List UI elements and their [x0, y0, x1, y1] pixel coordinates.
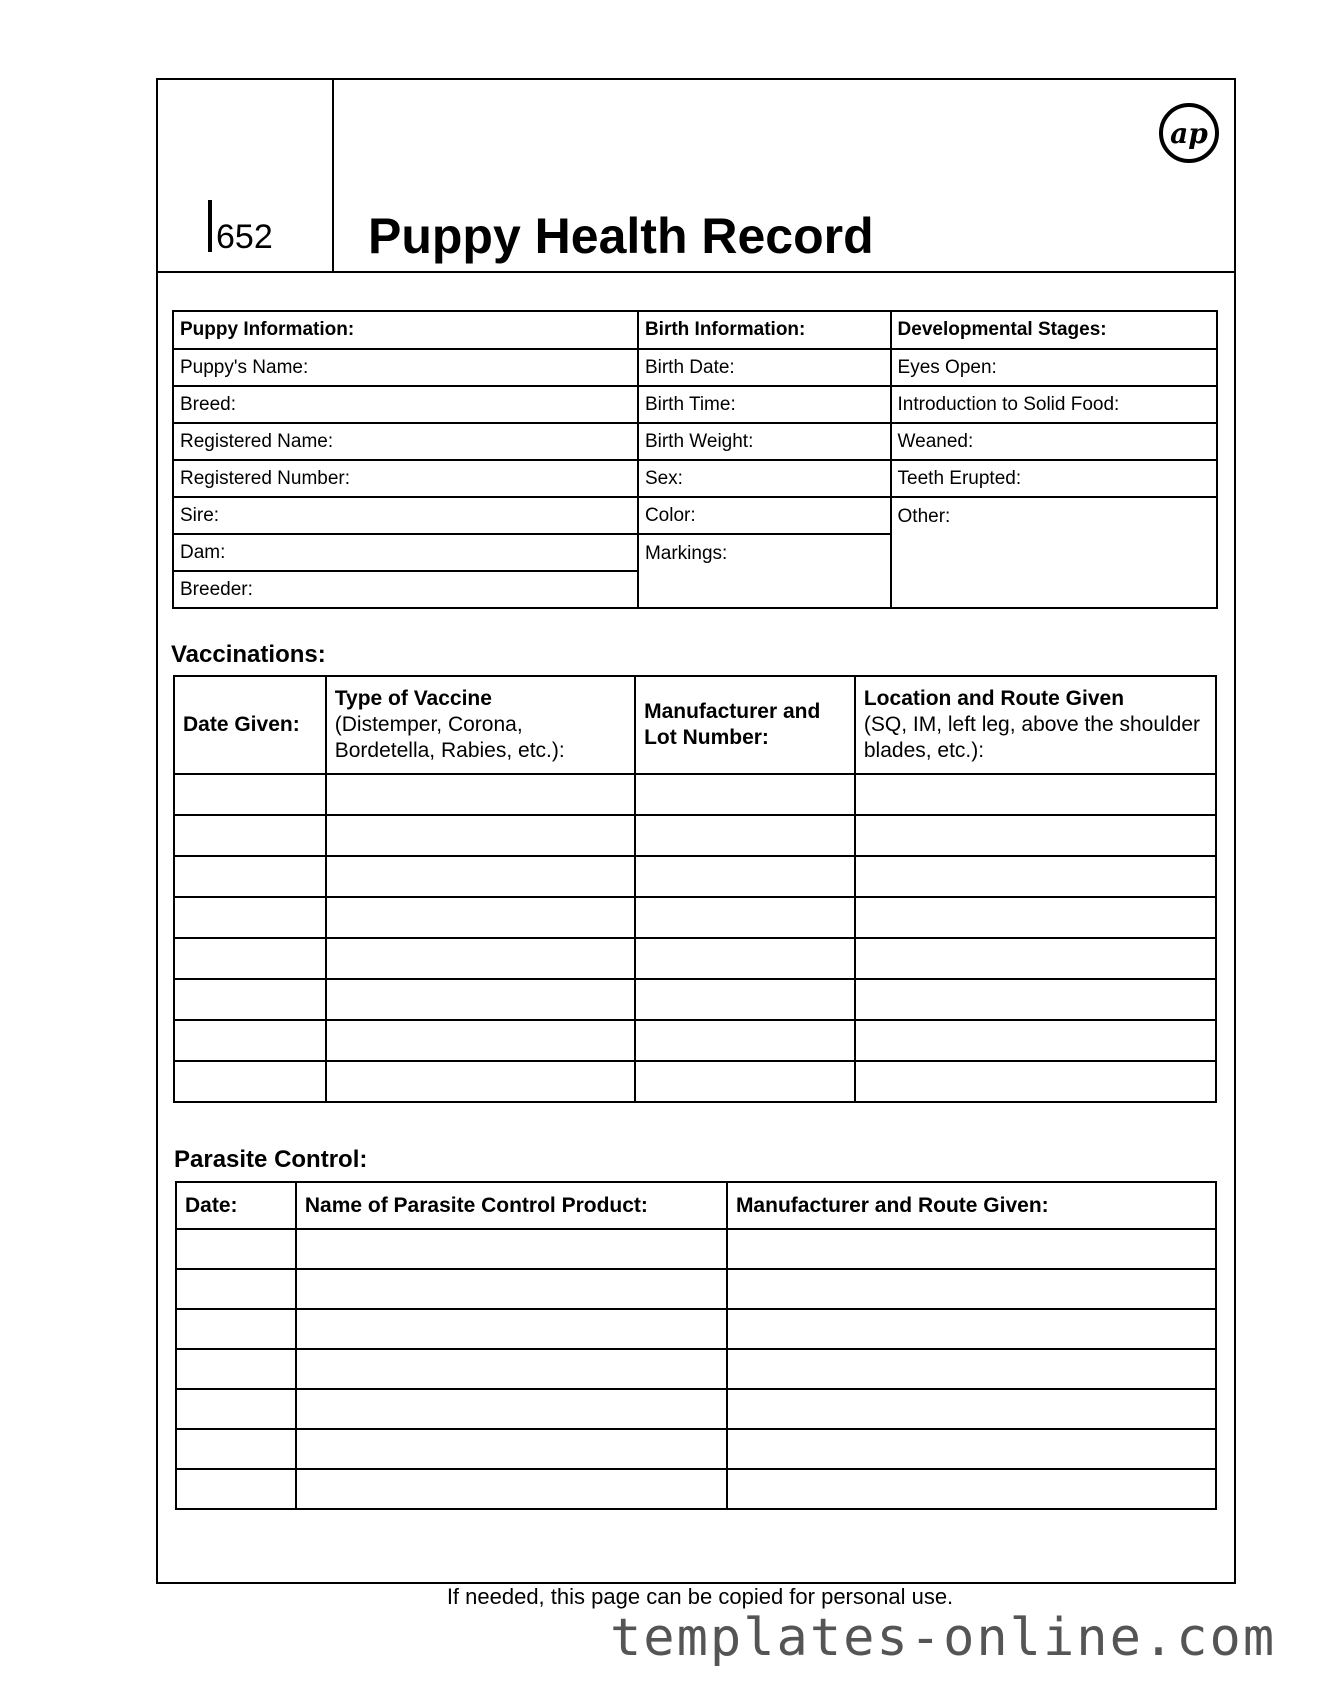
- table-row: [176, 1389, 1216, 1429]
- vac-manufacturer-cell[interactable]: [635, 774, 855, 815]
- table-row: [174, 897, 1216, 938]
- vac-type-cell[interactable]: [326, 774, 635, 815]
- par-manufacturer-cell[interactable]: [727, 1469, 1216, 1509]
- form-number: 652: [216, 218, 273, 256]
- vac-location-cell[interactable]: [855, 979, 1216, 1020]
- vaccinations-table: [173, 675, 1217, 1103]
- table-row: [174, 815, 1216, 856]
- par-product-cell[interactable]: [296, 1389, 727, 1429]
- dev-stages-header: Developmental Stages:: [891, 311, 1217, 349]
- parasite-control-table: [175, 1181, 1217, 1510]
- par-date-cell[interactable]: [176, 1229, 296, 1269]
- vac-type-cell[interactable]: [326, 938, 635, 979]
- par-manufacturer-cell[interactable]: [727, 1349, 1216, 1389]
- sex-field[interactable]: Sex:: [638, 460, 891, 497]
- table-row: [174, 979, 1216, 1020]
- par-product-header: Name of Parasite Control Product:: [296, 1182, 727, 1229]
- header-rule: [158, 271, 1234, 273]
- vac-location-cell[interactable]: [855, 938, 1216, 979]
- par-manufacturer-cell[interactable]: [727, 1389, 1216, 1429]
- table-row: [176, 1229, 1216, 1269]
- vac-location-cell[interactable]: [855, 1061, 1216, 1102]
- vac-location-title: Location and Route Given: [863, 687, 1125, 710]
- ap-logo: [1158, 102, 1220, 164]
- par-product-cell[interactable]: [296, 1229, 727, 1269]
- vac-date-cell[interactable]: [174, 897, 326, 938]
- par-date-cell[interactable]: [176, 1469, 296, 1509]
- par-date-cell[interactable]: [176, 1349, 296, 1389]
- vac-type-cell[interactable]: [326, 979, 635, 1020]
- par-manufacturer-cell[interactable]: [727, 1269, 1216, 1309]
- par-product-cell[interactable]: [296, 1269, 727, 1309]
- vac-type-title: Type of Vaccine: [334, 687, 492, 710]
- vac-manufacturer-cell[interactable]: [635, 815, 855, 856]
- vac-manufacturer-header: Manufacturer and Lot Number:: [635, 676, 855, 774]
- par-product-cell[interactable]: [296, 1429, 727, 1469]
- sire-field[interactable]: Sire:: [173, 497, 638, 534]
- parasite-control-title: Parasite Control:: [174, 1146, 368, 1173]
- puppy-info-table: [172, 310, 1218, 609]
- vac-date-cell[interactable]: [174, 979, 326, 1020]
- table-row: [176, 1429, 1216, 1469]
- vac-date-cell[interactable]: [174, 1020, 326, 1061]
- vac-location-header: [855, 676, 1216, 774]
- table-row: [176, 1269, 1216, 1309]
- par-date-cell[interactable]: [176, 1309, 296, 1349]
- par-product-cell[interactable]: [296, 1469, 727, 1509]
- table-row: [174, 1020, 1216, 1061]
- par-date-header: Date:: [176, 1182, 296, 1229]
- table-row: [174, 774, 1216, 815]
- vac-type-cell[interactable]: [326, 1020, 635, 1061]
- vaccinations-title: Vaccinations:: [171, 641, 326, 668]
- par-date-cell[interactable]: [176, 1429, 296, 1469]
- puppy-info-header: Puppy Information:: [173, 311, 638, 349]
- breed-field[interactable]: Breed:: [173, 386, 638, 423]
- vac-type-cell[interactable]: [326, 1061, 635, 1102]
- logo-text: ap: [1170, 117, 1208, 150]
- table-row: [176, 1469, 1216, 1509]
- weaned-field[interactable]: Weaned:: [891, 423, 1217, 460]
- color-field[interactable]: Color:: [638, 497, 891, 534]
- vac-manufacturer-cell[interactable]: [635, 979, 855, 1020]
- vac-location-cell[interactable]: [855, 774, 1216, 815]
- vac-date-header: Date Given:: [174, 676, 326, 774]
- vac-type-note: (Distemper, Corona, Bordetella, Rabies, etc.):: [334, 713, 565, 762]
- birth-info-header: Birth Information:: [638, 311, 891, 349]
- vac-date-cell[interactable]: [174, 856, 326, 897]
- puppy-name-field[interactable]: Puppy's Name:: [173, 349, 638, 386]
- vac-type-cell[interactable]: [326, 856, 635, 897]
- par-date-cell[interactable]: [176, 1269, 296, 1309]
- par-manufacturer-cell[interactable]: [727, 1229, 1216, 1269]
- vac-manufacturer-cell[interactable]: [635, 1061, 855, 1102]
- form-number-bar: [208, 200, 212, 252]
- breeder-field[interactable]: Breeder:: [173, 571, 638, 608]
- copy-note: If needed, this page can be copied for personal use.: [446, 1584, 954, 1609]
- vac-date-cell[interactable]: [174, 1061, 326, 1102]
- birth-time-field[interactable]: Birth Time:: [638, 386, 891, 423]
- vac-type-header: [326, 676, 635, 774]
- eyes-open-field[interactable]: Eyes Open:: [891, 349, 1217, 386]
- registered-name-field[interactable]: Registered Name:: [173, 423, 638, 460]
- vac-location-note: (SQ, IM, left leg, above the shoulder blades, etc.):: [863, 713, 1201, 762]
- table-row: [174, 938, 1216, 979]
- markings-field[interactable]: Markings:: [638, 534, 891, 608]
- table-row: [176, 1309, 1216, 1349]
- vac-location-cell[interactable]: [855, 1020, 1216, 1061]
- table-row: [174, 856, 1216, 897]
- vac-location-cell[interactable]: [855, 897, 1216, 938]
- par-manufacturer-header: Manufacturer and Route Given:: [727, 1182, 1216, 1229]
- table-row: [174, 1061, 1216, 1102]
- vac-date-cell[interactable]: [174, 938, 326, 979]
- vac-manufacturer-cell[interactable]: [635, 897, 855, 938]
- other-field[interactable]: Other:: [891, 497, 1217, 608]
- vac-type-cell[interactable]: [326, 897, 635, 938]
- birth-date-field[interactable]: Birth Date:: [638, 349, 891, 386]
- par-date-cell[interactable]: [176, 1389, 296, 1429]
- dam-field[interactable]: Dam:: [173, 534, 638, 571]
- table-row: [176, 1349, 1216, 1389]
- vac-location-cell[interactable]: [855, 856, 1216, 897]
- vac-manufacturer-cell[interactable]: [635, 938, 855, 979]
- vac-date-cell[interactable]: [174, 774, 326, 815]
- watermark: templates-online.com: [610, 1608, 1277, 1668]
- par-manufacturer-cell[interactable]: [727, 1309, 1216, 1349]
- par-manufacturer-cell[interactable]: [727, 1429, 1216, 1469]
- par-product-cell[interactable]: [296, 1309, 727, 1349]
- header-divider: [332, 80, 334, 273]
- vac-date-cell[interactable]: [174, 815, 326, 856]
- teeth-erupted-field[interactable]: Teeth Erupted:: [891, 460, 1217, 497]
- vac-manufacturer-cell[interactable]: [635, 856, 855, 897]
- registered-number-field[interactable]: Registered Number:: [173, 460, 638, 497]
- vac-location-cell[interactable]: [855, 815, 1216, 856]
- vac-manufacturer-cell[interactable]: [635, 1020, 855, 1061]
- page-title: Puppy Health Record: [368, 208, 874, 264]
- solid-food-field[interactable]: Introduction to Solid Food:: [891, 386, 1217, 423]
- par-product-cell[interactable]: [296, 1349, 727, 1389]
- vac-type-cell[interactable]: [326, 815, 635, 856]
- birth-weight-field[interactable]: Birth Weight:: [638, 423, 891, 460]
